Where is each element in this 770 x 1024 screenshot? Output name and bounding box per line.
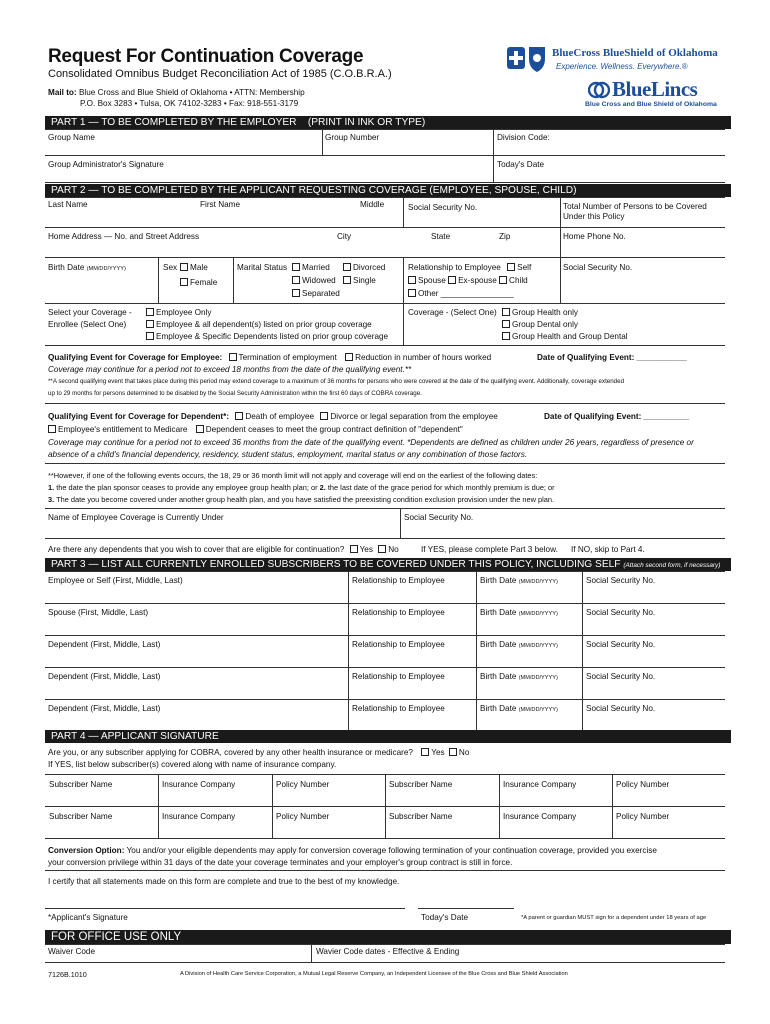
ssn-field[interactable]: Social Security No. — [586, 640, 656, 649]
column-divider — [582, 699, 583, 731]
checkbox-icon — [292, 289, 300, 297]
other-insurance-yes-checkbox[interactable] — [421, 748, 429, 756]
group-name-field[interactable]: Group Name — [48, 133, 95, 142]
checkbox-icon — [292, 263, 300, 271]
birth-date-label: Birth Date — [480, 576, 517, 585]
select-coverage-label-2: Enrollee (Select One) — [48, 320, 127, 329]
second-event-note-1: **A second qualifying event that takes place during this period may extend coverage to a maximum of 36 months for persons who were covered at the date of the qualifying event. Additionally, coverage extended — [48, 378, 625, 385]
group-health-dental-label: Group Health and Group Dental — [512, 332, 628, 341]
relationship-field[interactable]: Relationship to Employee — [352, 640, 445, 649]
ssn-field[interactable]: Social Security No. — [586, 576, 656, 585]
employee-only-checkbox[interactable] — [146, 308, 212, 317]
qe-dependent-label: Qualifying Event for Coverage for Dependent*: — [48, 412, 230, 421]
male-label: Male — [190, 263, 208, 272]
insurance-cell-field[interactable]: Subscriber Name — [49, 780, 113, 789]
spouse-label: Spouse — [418, 276, 446, 285]
group-number-field[interactable]: Group Number — [325, 133, 380, 142]
group-health-label: Group Health only — [512, 308, 578, 317]
medicare-checkbox[interactable] — [48, 425, 56, 433]
checkbox-icon — [343, 263, 351, 271]
checkbox-icon — [146, 320, 154, 328]
married-checkbox[interactable] — [292, 263, 330, 272]
no-label: No — [388, 545, 399, 554]
ssn-field[interactable]: Social Security No. — [586, 608, 656, 617]
column-divider — [612, 806, 613, 838]
column-divider — [476, 699, 477, 731]
conversion-option-line-2: your conversion privilege within 31 days of the date your coverage terminates and your employer's group contract is still in force. — [48, 858, 513, 867]
column-divider — [348, 667, 349, 699]
zip-field[interactable]: Zip — [499, 232, 511, 241]
subscriber-name-field[interactable]: Dependent (First, Middle, Last) — [48, 704, 161, 713]
however-text-3: The date you become covered under another group health plan, and you have satisfied the preexisting condition exclusion provision under the new plan. — [56, 495, 555, 504]
signature-line[interactable] — [45, 908, 405, 909]
ssn-field[interactable]: Social Security No. — [586, 672, 656, 681]
birth-date-field[interactable] — [480, 672, 558, 681]
guardian-note: *A parent or guardian MUST sign for a dependent under 18 years of age — [521, 915, 707, 921]
if-yes-note: If YES, please complete Part 3 below. — [421, 545, 558, 554]
date-line[interactable] — [418, 908, 514, 909]
qe-dependent-date-field[interactable]: Date of Qualifying Event: __________ — [544, 412, 690, 421]
relationship-field[interactable]: Relationship to Employee — [352, 576, 445, 585]
dependents-no-checkbox[interactable] — [378, 545, 386, 553]
yes-label: Yes — [431, 748, 445, 757]
second-event-note-2: up to 29 months for persons determined to be disabled by the Social Security Administration within the first 60 days of COBRA coverage. — [48, 390, 422, 397]
checkbox-icon — [408, 289, 416, 297]
insurance-cell-field[interactable]: Insurance Company — [162, 780, 236, 789]
birth-date-format: (MM/DD/YYYY) — [518, 643, 558, 649]
mail-to-line2: P.O. Box 3283 • Tulsa, OK 74102-3283 • Fax: 918-551-3179 — [80, 99, 299, 108]
single-label: Single — [353, 276, 376, 285]
insurance-cell-field[interactable]: Subscriber Name — [389, 780, 453, 789]
yes-label: Yes — [359, 545, 373, 554]
however-num-2: 2. — [319, 483, 326, 492]
checkbox-icon — [502, 332, 510, 340]
coverage-select-label: Coverage - (Select One) — [408, 308, 497, 317]
ex-spouse-label: Ex-spouse — [458, 276, 497, 285]
column-divider — [272, 774, 273, 806]
subscriber-name-field[interactable]: Employee or Self (First, Middle, Last) — [48, 576, 183, 585]
division-note: A Division of Health Care Service Corporation, a Mutual Legal Reserve Company, an Independent Licensee of the Blue Cross and Blue Shield Association — [180, 971, 568, 977]
group-health-checkbox[interactable] — [502, 308, 578, 317]
dependent-ceases-label: Dependent ceases to meet the group contract definition of "dependent" — [205, 425, 463, 434]
qe-dependent-row — [48, 412, 498, 421]
ssn-field[interactable]: Social Security No. — [586, 704, 656, 713]
row-divider — [45, 667, 725, 668]
relationship-label — [408, 263, 531, 272]
dependents-question-row — [48, 545, 399, 554]
birth-date-field[interactable] — [480, 704, 558, 713]
however-num-3: 3. — [48, 495, 55, 504]
office-use-heading: FOR OFFICE USE ONLY — [45, 930, 731, 944]
column-divider — [272, 806, 273, 838]
checkbox-icon — [146, 332, 154, 340]
insurance-cell-field[interactable]: Policy Number — [276, 812, 330, 821]
insurance-cell-field[interactable]: Policy Number — [276, 780, 330, 789]
brand-tagline: Experience. Wellness. Everywhere.® — [556, 62, 688, 71]
dependent-ceases-checkbox[interactable] — [196, 425, 204, 433]
column-divider — [476, 571, 477, 603]
bluelincs-logo-icon — [588, 80, 610, 100]
reduction-checkbox[interactable] — [345, 353, 353, 361]
birth-date-label: Birth Date — [480, 704, 517, 713]
last-name-field[interactable]: Last Name — [48, 200, 88, 209]
checkbox-icon — [146, 308, 154, 316]
column-divider — [582, 635, 583, 667]
birth-date-label: Birth Date — [480, 672, 517, 681]
relationship-field[interactable]: Relationship to Employee — [352, 704, 445, 713]
select-coverage-label-1: Select your Coverage - — [48, 308, 132, 317]
relationship-field[interactable]: Relationship to Employee — [352, 672, 445, 681]
row-divider — [45, 635, 725, 636]
single-checkbox[interactable] — [343, 276, 376, 285]
admin-signature-field[interactable]: Group Administrator's Signature — [48, 160, 164, 169]
if-no-note: If NO, skip to Part 4. — [571, 545, 645, 554]
self-checkbox[interactable] — [507, 263, 515, 271]
waiver-code-field[interactable]: Waiver Code — [48, 947, 96, 956]
divorced-checkbox[interactable] — [343, 263, 385, 272]
however-text-1: the date the plan sponsor ceases to provide any employee group health plan; or — [56, 483, 318, 492]
column-divider — [499, 774, 500, 806]
ssn-field-2[interactable]: Social Security No. — [563, 263, 633, 272]
widowed-checkbox[interactable] — [292, 276, 336, 285]
birth-date-format: (MM/DD/YYYY) — [518, 611, 558, 617]
qe-employee-note: Coverage may continue for a period not to exceed 18 months from the date of the qualifying event.** — [48, 365, 412, 374]
home-phone-field[interactable]: Home Phone No. — [563, 232, 626, 241]
other-insurance-if-yes: If YES, list below subscriber(s) covered along with name of insurance company. — [48, 760, 337, 769]
row-divider — [45, 838, 725, 839]
conversion-label: Conversion Option: — [48, 846, 125, 855]
applicant-date-label: Today's Date — [421, 913, 469, 922]
divorce-checkbox[interactable] — [320, 412, 328, 420]
female-label: Female — [190, 278, 218, 287]
birth-date-label: Birth Date — [48, 263, 85, 272]
ex-spouse-checkbox[interactable] — [448, 276, 456, 284]
division-code-field[interactable]: Division Code: — [497, 133, 550, 142]
column-divider — [158, 806, 159, 838]
state-field[interactable]: State — [431, 232, 451, 241]
spouse-row — [408, 276, 528, 285]
group-dental-label: Group Dental only — [512, 320, 578, 329]
birth-date-label: Birth Date — [480, 608, 517, 617]
column-divider — [348, 603, 349, 635]
subscriber-name-field[interactable]: Dependent (First, Middle, Last) — [48, 640, 161, 649]
part3-note: (Attach second form, if necessary) — [623, 562, 721, 569]
insurance-cell-field[interactable]: Subscriber Name — [389, 812, 453, 821]
column-divider — [476, 603, 477, 635]
qe-dependent-note-1: Coverage may continue for a period not to exceed 36 months from the date of the qualifying event. *Dependents are defined as children under 26 years, regardless of presence or — [48, 438, 694, 447]
column-divider — [582, 667, 583, 699]
mail-label: Mail to: — [48, 88, 77, 97]
part2-heading: PART 2 — TO BE COMPLETED BY THE APPLICANT REQUESTING COVERAGE (EMPLOYEE, SPOUSE, CHILD) — [45, 184, 731, 197]
first-name-field[interactable]: First Name — [200, 200, 241, 209]
death-checkbox[interactable] — [235, 412, 243, 420]
insurance-cell-field[interactable]: Subscriber Name — [49, 812, 113, 821]
other-label: Other ________________ — [418, 289, 514, 298]
row-divider — [45, 571, 725, 572]
other-insurance-no-checkbox[interactable] — [449, 748, 457, 756]
subscriber-name-field[interactable]: Spouse (First, Middle, Last) — [48, 608, 149, 617]
dependents-yes-checkbox[interactable] — [350, 545, 358, 553]
however-text-2: the last date of the grace period for which monthly premium is due; or — [327, 483, 555, 492]
dependents-question: Are there any dependents that you wish to cover that are eligible for continuation? — [48, 545, 345, 554]
divorced-label: Divorced — [353, 263, 386, 272]
employee-all-dependents-checkbox[interactable] — [146, 320, 372, 329]
birth-date-format: (MM/DD/YYYY) — [86, 266, 126, 272]
checkbox-icon — [502, 320, 510, 328]
no-label: No — [458, 748, 470, 757]
mail-to-line1 — [48, 88, 305, 97]
qe-employee-row — [48, 353, 491, 362]
form-subtitle: Consolidated Omnibus Budget Reconciliation Act of 1985 (C.O.B.R.A.) — [48, 68, 392, 80]
child-checkbox[interactable] — [499, 276, 507, 284]
certify-statement: I certify that all statements made on this form are complete and true to the best of my knowledge. — [48, 877, 400, 886]
qe-employee-label: Qualifying Event for Coverage for Employee: — [48, 353, 223, 362]
employee-only-label: Employee Only — [156, 308, 212, 317]
form-title: Request For Continuation Coverage — [48, 46, 364, 67]
relationship-field[interactable]: Relationship to Employee — [352, 608, 445, 617]
however-line-1: **However, if one of the following events occurs, the 18, 29 or 36 month limit will not apply and coverage will end on the earliest of the following dates: — [48, 471, 538, 480]
death-label: Death of employee — [245, 412, 315, 421]
marital-status-label: Marital Status — [237, 263, 288, 272]
insurance-cell-field[interactable]: Policy Number — [616, 812, 670, 821]
termination-checkbox[interactable] — [229, 353, 237, 361]
separated-checkbox[interactable] — [292, 289, 340, 298]
city-field[interactable]: City — [337, 232, 352, 241]
birth-date-field[interactable] — [480, 608, 558, 617]
checkbox-icon — [502, 308, 510, 316]
insurance-cell-field[interactable]: Insurance Company — [503, 780, 577, 789]
insurance-cell-field[interactable]: Insurance Company — [503, 812, 577, 821]
checkbox-icon — [343, 276, 351, 284]
however-line-2 — [48, 483, 555, 492]
column-divider — [348, 571, 349, 603]
child-label: Child — [509, 276, 528, 285]
widowed-label: Widowed — [302, 276, 336, 285]
divorce-label: Divorce or legal separation from the employee — [330, 412, 498, 421]
middle-name-field[interactable]: Middle — [360, 200, 385, 209]
however-line-3 — [48, 495, 554, 504]
checkbox-icon — [180, 263, 188, 271]
column-divider — [385, 774, 386, 806]
qe-employee-date-field[interactable]: Date of Qualifying Event: ___________ — [537, 353, 687, 362]
insurance-cell-field[interactable]: Insurance Company — [162, 812, 236, 821]
qe-dependent-row-2 — [48, 425, 463, 434]
mail-address: Blue Cross and Blue Shield of Oklahoma • ATTN: Membership — [78, 88, 305, 97]
self-label: Self — [517, 263, 532, 272]
column-divider — [499, 806, 500, 838]
employee-specific-label: Employee & Specific Dependents listed on prior group coverage — [156, 332, 389, 341]
conversion-text-1: You and/or your eligible dependents may apply for conversion coverage following termination of your continuation coverage, provided you exercise — [126, 846, 657, 855]
birth-date-label: Birth Date — [480, 640, 517, 649]
part3-heading — [45, 558, 731, 571]
sex-label: Sex — [163, 263, 178, 272]
group-health-dental-checkbox[interactable] — [502, 332, 628, 341]
column-divider — [582, 571, 583, 603]
home-address-field[interactable]: Home Address — No. and Street Address — [48, 232, 200, 241]
qe-dependent-note-2: absence of a child's financial dependency, residency, student status, employment, marital status or any combination of those factors. — [48, 450, 528, 459]
column-divider — [348, 699, 349, 731]
form-number: 7126B.1010 — [48, 970, 87, 979]
employee-specific-dependents-checkbox[interactable] — [146, 332, 388, 341]
birth-date-format: (MM/DD/YYYY) — [518, 707, 558, 713]
column-divider — [348, 635, 349, 667]
other-insurance-question: Are you, or any subscriber applying for COBRA, covered by any other health insurance or medicare? — [48, 748, 413, 757]
column-divider — [476, 667, 477, 699]
subscriber-name-field[interactable]: Dependent (First, Middle, Last) — [48, 672, 161, 681]
however-num-1: 1. — [48, 483, 55, 492]
total-persons-field[interactable]: Total Number of Persons to be Covered Under this Policy — [563, 202, 707, 221]
other-insurance-question-row — [48, 748, 469, 757]
column-divider — [582, 603, 583, 635]
separated-label: Separated — [302, 289, 340, 298]
row-divider — [45, 699, 725, 700]
part1-title: PART 1 — TO BE COMPLETED BY THE EMPLOYER — [51, 117, 297, 128]
bluelincs-subtitle: Blue Cross and Blue Shield of Oklahoma — [585, 101, 717, 108]
insurance-cell-field[interactable]: Policy Number — [616, 780, 670, 789]
part4-heading: PART 4 — APPLICANT SIGNATURE — [45, 730, 731, 743]
female-checkbox[interactable] — [180, 278, 217, 287]
column-divider — [476, 635, 477, 667]
group-dental-checkbox[interactable] — [502, 320, 578, 329]
ssn-field[interactable]: Social Security No. — [408, 203, 478, 212]
termination-label: Termination of employment — [238, 353, 337, 362]
employee-name-under-field[interactable]: Name of Employee Coverage is Currently Under — [48, 513, 224, 522]
employee-ssn-field[interactable]: Social Security No. — [404, 513, 474, 522]
birth-date-field[interactable] — [480, 640, 558, 649]
brand-name: BlueCross BlueShield of Oklahoma — [552, 47, 718, 59]
part3-title: PART 3 — LIST ALL CURRENTLY ENROLLED SUBSCRIBERS TO BE COVERED UNDER THIS POLICY, INCLUDING SELF — [51, 559, 621, 570]
spouse-checkbox[interactable] — [408, 276, 416, 284]
reduction-label: Reduction in number of hours worked — [355, 353, 492, 362]
checkbox-icon — [292, 276, 300, 284]
bluelincs-wordmark: BlueLincs — [612, 77, 698, 101]
part1-heading — [45, 116, 731, 129]
column-divider — [158, 774, 159, 806]
waiver-dates-field[interactable]: Wavier Code dates - Effective & Ending — [316, 947, 460, 956]
conversion-option-line-1 — [48, 846, 657, 855]
applicant-signature-label: *Applicant's Signature — [48, 913, 128, 922]
column-divider — [612, 774, 613, 806]
married-label: Married — [302, 263, 330, 272]
relationship-text: Relationship to Employee — [408, 263, 501, 272]
part1-todays-date-field[interactable]: Today's Date — [497, 160, 545, 169]
male-checkbox[interactable] — [180, 263, 208, 272]
birth-date-format: (MM/DD/YYYY) — [518, 579, 558, 585]
birth-date-field[interactable] — [480, 576, 558, 585]
bcbs-logo-icon — [506, 44, 548, 74]
birth-date-field[interactable] — [48, 263, 126, 272]
other-checkbox[interactable] — [408, 289, 514, 298]
checkbox-icon — [180, 278, 188, 286]
column-divider — [385, 806, 386, 838]
part1-note: (PRINT IN INK OR TYPE) — [307, 117, 426, 128]
birth-date-format: (MM/DD/YYYY) — [518, 675, 558, 681]
employee-all-label: Employee & all dependent(s) listed on prior group coverage — [156, 320, 372, 329]
row-divider — [45, 603, 725, 604]
medicare-label: Employee's entitlement to Medicare — [58, 425, 188, 434]
